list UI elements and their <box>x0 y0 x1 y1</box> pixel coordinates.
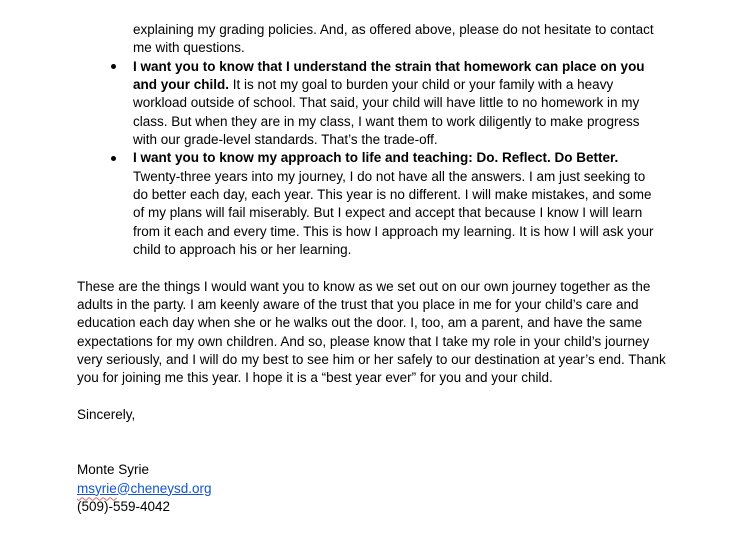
bullet-icon <box>111 156 116 161</box>
bullet-body-text: Twenty-three years into my journey, I do not have all the answers. I am just seeking to do better each day, each year. This year is no different. I will make mistakes, and some of my plans will fail miserably. But I expect and accept that because I know I will learn from it each and every time. This is how I approach my learning. It is how I will ask your child to approach his or her learning. <box>133 168 654 258</box>
bullet-item-homework <box>133 58 659 150</box>
bullet-icon <box>111 64 116 69</box>
bullet-list <box>133 21 659 259</box>
valediction: Sincerely, <box>77 407 136 423</box>
bullet-bold-text: I want you to know that I understand the strain that homework can place on you and your child. <box>133 58 645 93</box>
signature-phone: (509)-559-4042 <box>77 498 171 514</box>
email-user-part: msyrie <box>77 480 117 496</box>
bullet-item-approach <box>133 149 659 259</box>
bullet-item-continuation <box>133 21 659 58</box>
bullet-bold-text: I want you to know my approach to life and teaching: Do. Reflect. Do Better. <box>133 150 619 166</box>
bullet-body-text: It is not my goal to burden your child or your family with a heavy workload outside of school. That said, your child will have little to no homework in my class. But when they are in my class, I want them to work diligently to make progress with our grade-level standards. That’s the trade-off. <box>133 77 640 148</box>
email-domain-part: @cheneysd.org <box>116 480 212 496</box>
closing-paragraph: These are the things I would want you to know as we set out on our own journey together as the adults in the party. I am keenly aware of the trust that you place in me for your child’s care and education each day when she or he walks out the door. I, too, am a parent, and have the same expectations for my own children. And so, please know that I take my role in your child’s journey very seriously, and I will do my best to see him or her safely to our destination at year’s end. Thank you for joining me this year. I hope it is a “best year ever” for you and your child. <box>77 278 666 386</box>
signature-name: Monte Syrie <box>77 462 150 478</box>
email-link[interactable] <box>77 481 212 496</box>
signature-email-line <box>77 480 667 498</box>
signature-block <box>77 461 667 516</box>
continuation-text: explaining my grading policies. And, as offered above, please do not hesitate to contact me with questions. <box>133 22 654 56</box>
